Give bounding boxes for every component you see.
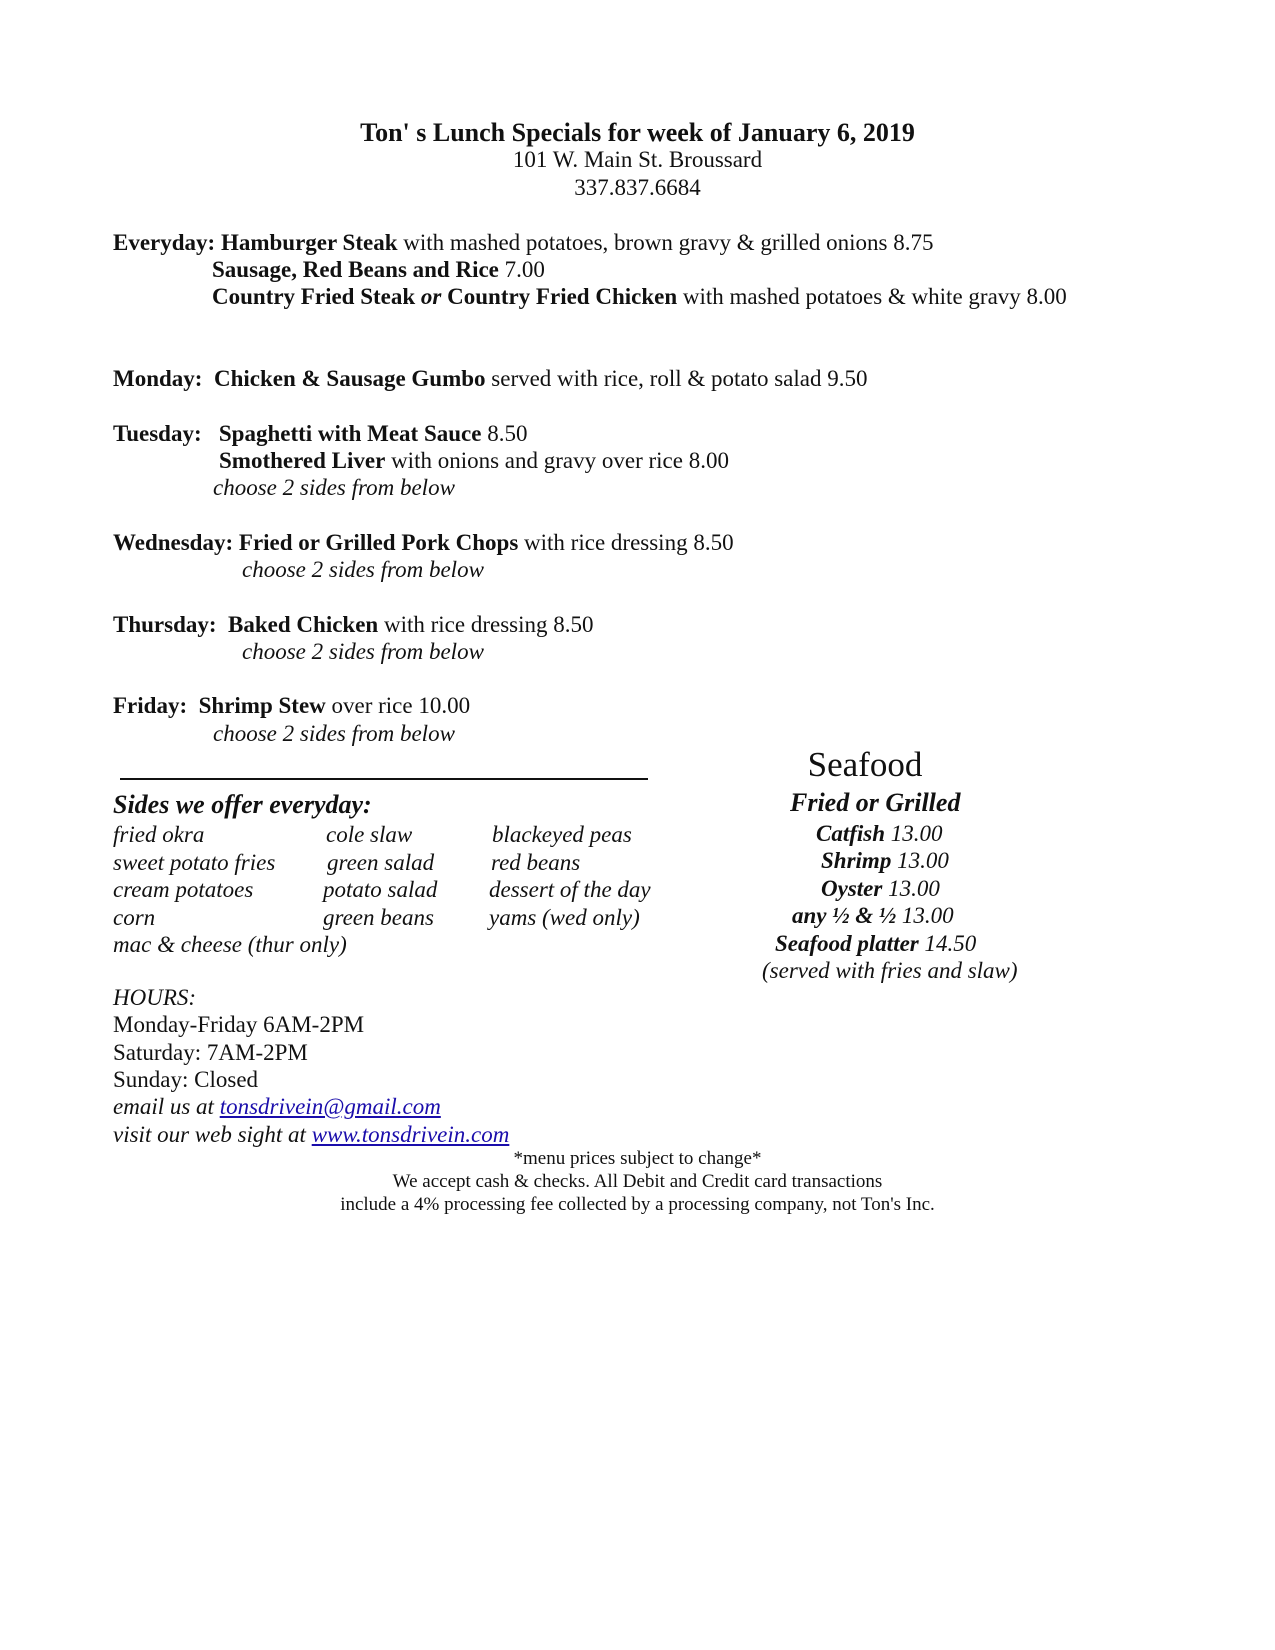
everyday-item-1-desc: with mashed potatoes, brown gravy & grilled onions 8.75: [397, 230, 934, 255]
website-line: [113, 1122, 509, 1148]
side-item: blackeyed peas: [492, 822, 632, 847]
thursday-item-name: Baked Chicken: [228, 612, 379, 637]
side-item: sweet potato fries: [113, 849, 276, 875]
everyday-line-2: [212, 257, 545, 283]
section-divider: [120, 778, 648, 780]
everyday-line-1: [113, 230, 933, 256]
tuesday-item-1-desc: 8.50: [481, 421, 528, 446]
wednesday-label: Wednesday:: [113, 530, 234, 555]
side-item: mac & cheese (thur only): [113, 932, 347, 957]
side-item: red beans: [491, 849, 581, 875]
footer-price-note: *menu prices subject to change*: [513, 1148, 762, 1169]
seafood-item-catfish: Catfish 13.00: [816, 821, 943, 846]
everyday-line-3: [212, 284, 1067, 310]
thursday-note: [242, 639, 484, 665]
tuesday-item-2-desc: with onions and gravy over rice 8.00: [385, 448, 729, 473]
tuesday-note: [213, 475, 455, 501]
tuesday-line-1: [113, 421, 527, 447]
everyday-item-2-desc: 7.00: [498, 257, 545, 282]
everyday-item-3-desc: with mashed potatoes & white gravy 8.00: [677, 284, 1067, 309]
seafood-item-shrimp: Shrimp 13.00: [821, 848, 949, 873]
seafood-heading: Seafood: [807, 745, 923, 784]
email-link[interactable]: tonsdrivein@gmail.com: [219, 1094, 441, 1119]
thursday-note-text: choose 2 sides from below: [242, 639, 484, 664]
side-item: green beans: [323, 904, 434, 930]
everyday-item-3-or: or: [420, 284, 442, 309]
tuesday-item-2-name: Smothered Liver: [219, 448, 386, 473]
wednesday-note: [242, 557, 484, 583]
tuesday-item-1-name: Spaghetti with Meat Sauce: [218, 421, 482, 446]
monday-line: [113, 366, 868, 392]
hours-weekday: Monday-Friday 6AM-2PM: [113, 1012, 365, 1037]
side-item: dessert of the day: [489, 877, 651, 902]
hours-sunday: Sunday: Closed: [113, 1067, 259, 1092]
thursday-item-desc: with rice dressing 8.50: [378, 612, 594, 637]
menu-title: Ton' s Lunch Specials for week of January 6, 2019: [360, 118, 915, 147]
wednesday-item-name: Fried or Grilled Pork Chops: [238, 530, 519, 555]
friday-note-text: choose 2 sides from below: [213, 721, 455, 746]
everyday-item-2-name: Sausage, Red Beans and Rice: [212, 257, 499, 282]
side-item: cole slaw: [326, 822, 413, 847]
monday-item-name: Chicken & Sausage Gumbo: [213, 366, 486, 391]
website-prefix: visit our web sight at: [113, 1122, 312, 1147]
seafood-item-half-half: any ½ & ½ 13.00: [792, 903, 954, 928]
friday-item-name: Shrimp Stew: [198, 693, 326, 718]
everyday-item-3-name-b: Country Fried Chicken: [441, 284, 678, 309]
address: 101 W. Main St. Broussard: [512, 147, 763, 172]
phone: 337.837.6684: [574, 175, 701, 200]
seafood-item-oyster: Oyster 13.00: [821, 876, 940, 901]
seafood-note: (served with fries and slaw): [762, 958, 1018, 983]
hours-heading: HOURS:: [113, 985, 197, 1010]
friday-item-desc: over rice 10.00: [325, 693, 471, 718]
tuesday-line-2: [219, 448, 729, 474]
wednesday-line: [113, 530, 734, 556]
side-item: cream potatoes: [113, 877, 254, 902]
everyday-item-3-name-a: Country Fried Steak: [212, 284, 421, 309]
hours-saturday: Saturday: 7AM-2PM: [113, 1040, 308, 1065]
email-prefix: email us at: [113, 1094, 220, 1119]
friday-note: [213, 721, 455, 747]
email-line: [113, 1094, 441, 1120]
side-item: green salad: [327, 849, 435, 875]
sides-column-2: [323, 821, 437, 931]
website-link[interactable]: www.tonsdrivein.com: [311, 1122, 510, 1147]
tuesday-label: Tuesday:: [113, 421, 202, 446]
side-item: yams (wed only): [489, 904, 640, 930]
wednesday-item-desc: with rice dressing 8.50: [518, 530, 734, 555]
thursday-line: [113, 612, 594, 638]
side-item: corn: [113, 904, 156, 930]
thursday-label: Thursday:: [113, 612, 217, 637]
wednesday-note-text: choose 2 sides from below: [242, 557, 484, 582]
footer-fee-note: include a 4% processing fee collected by a processing company, not Ton's Inc.: [340, 1194, 935, 1215]
side-item: potato salad: [323, 877, 438, 902]
everyday-item-1-name: Hamburger Steak: [220, 230, 398, 255]
sides-column-3: [489, 821, 651, 931]
side-item: fried okra: [113, 822, 205, 847]
footer-payment-note: We accept cash & checks. All Debit and Credit card transactions: [392, 1171, 883, 1192]
monday-label: Monday:: [113, 366, 203, 391]
seafood-item-platter: Seafood platter 14.50: [775, 931, 977, 956]
tuesday-note-text: choose 2 sides from below: [213, 475, 455, 500]
sides-heading-text: Sides we offer everyday:: [113, 790, 372, 819]
friday-label: Friday:: [113, 693, 188, 718]
friday-line: [113, 693, 470, 719]
everyday-label: Everyday:: [113, 230, 216, 255]
sides-column-1: [113, 821, 347, 959]
monday-item-desc: served with rice, roll & potato salad 9.50: [485, 366, 868, 391]
seafood-subheading: Fried or Grilled: [790, 788, 961, 817]
sides-heading: [113, 790, 372, 820]
